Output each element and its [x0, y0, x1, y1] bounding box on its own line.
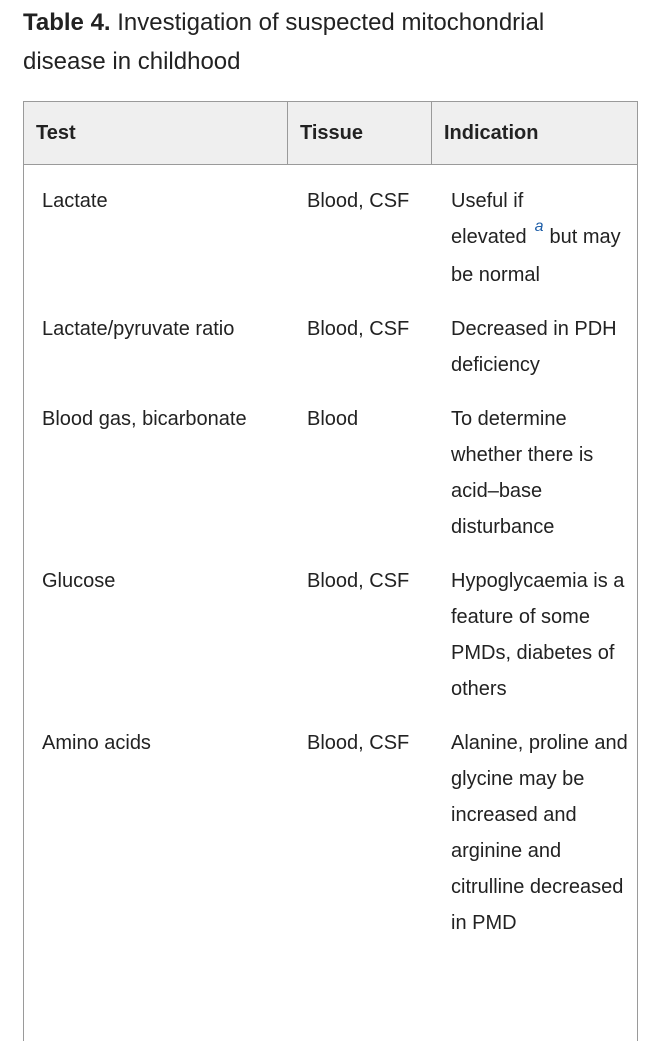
table-row: [24, 401, 637, 563]
table-caption-text: Investigation of suspected mitochondrial disease in childhood: [23, 9, 545, 75]
cell-tissue: Blood, CSF: [307, 732, 410, 754]
cell-tissue: Blood, CSF: [307, 570, 410, 592]
cell-indication: Hypoglycaemia is a feature of some PMDs, diabetes of others: [451, 570, 625, 700]
cell-test: Amino acids: [42, 732, 151, 754]
footnote-link[interactable]: a: [534, 218, 544, 235]
cell-tissue: Blood, CSF: [307, 318, 410, 340]
cell-indication: Decreased in PDH deficiency: [451, 318, 617, 376]
cell-indication-text-cont: but may be normal: [451, 226, 621, 286]
column-header-test: Test: [24, 102, 288, 164]
table-body: [24, 165, 637, 959]
table-row: [24, 183, 637, 311]
cell-indication: [451, 183, 631, 293]
table-caption: [23, 3, 633, 81]
table-row: [24, 725, 637, 959]
cell-indication: Alanine, proline and glycine may be increased and arginine and citrulline decreased in PMD: [451, 732, 628, 934]
table-row: [24, 311, 637, 401]
cell-tissue: Blood: [307, 408, 359, 430]
cell-tissue: Blood, CSF: [307, 190, 410, 212]
table-header-row: [24, 102, 637, 165]
cell-indication: To determine whether there is acid–base disturbance: [451, 408, 594, 538]
cell-test: Blood gas, bicarbonate: [42, 408, 247, 430]
data-table: [23, 101, 638, 1041]
table-row: [24, 563, 637, 725]
column-header-tissue: Tissue: [288, 102, 432, 164]
column-header-indication: Indication: [444, 122, 539, 144]
table-caption-label: Table 4.: [23, 9, 111, 36]
cell-indication-text: Useful if elevated: [451, 190, 527, 248]
cell-test: Lactate: [42, 190, 108, 212]
cell-test: Glucose: [42, 570, 116, 592]
cell-test: Lactate/pyruvate ratio: [42, 318, 235, 340]
